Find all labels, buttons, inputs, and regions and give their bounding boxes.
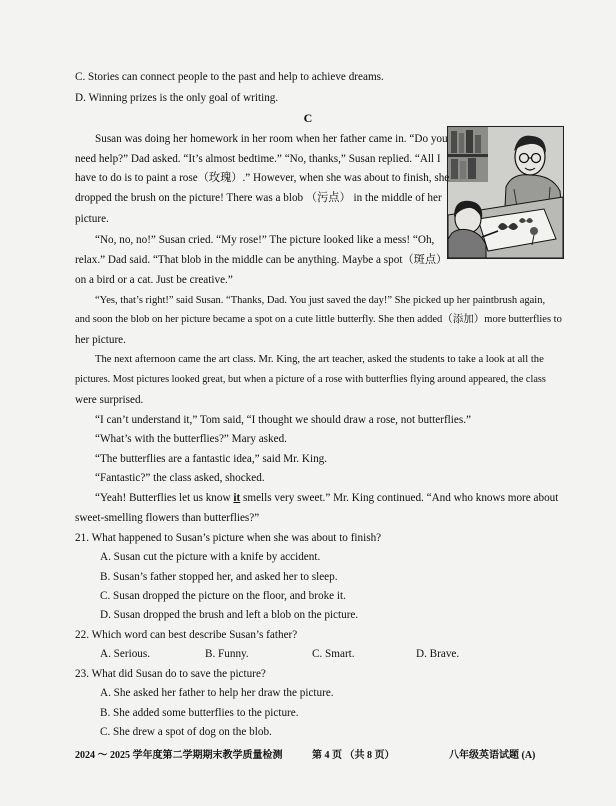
passage-p2-line3: on a bird or a cat. Just be creative.” (75, 274, 233, 286)
passage-p8: “Fantastic?” the class asked, shocked. (95, 472, 265, 484)
passage-p9-line1 (95, 491, 558, 505)
passage-p3-line1: “Yes, that’s right!” said Susan. “Thanks, Dad. You just saved the day!” She picked up her paintbrush again, (95, 295, 546, 306)
passage-p1-line2: need help?” Dad asked. “It’s almost bedtime.” “No, thanks,” Susan replied. “All I (75, 153, 441, 165)
illustration-father-daughter-painting (447, 126, 564, 259)
q22-option-d: D. Brave. (416, 648, 460, 660)
passage-p1-line5: picture. (75, 213, 109, 225)
passage-p1-line1: Susan was doing her homework in her room when her father came in. “Do you (95, 133, 448, 145)
footer-paper-name: 八年级英语试题 (A) (449, 750, 536, 761)
footer-page-number: 第 4 页 （共 8 页） (312, 750, 395, 761)
passage-p2-line1: “No, no, no!” Susan cried. “My rose!” The picture looked like a mess! “Oh, (95, 234, 435, 246)
passage-p4-line3: were surprised. (75, 394, 144, 406)
passage-p6: “What’s with the butterflies?” Mary asked. (95, 433, 287, 445)
q21-option-b: B. Susan’s father stopped her, and asked her to sleep. (100, 571, 338, 583)
passage-p9-line2: sweet-smelling flowers than butterflies?” (75, 512, 260, 524)
passage-p1-line3: have to do is to paint a rose（玫瑰）.” However, when she was about to finish, she (75, 172, 450, 184)
section-title: C (303, 111, 313, 125)
q23-option-a: A. She asked her father to help her draw the picture. (100, 687, 334, 699)
q21-option-d: D. Susan dropped the brush and left a blob on the picture. (100, 609, 359, 621)
q22-option-a: A. Serious. (100, 648, 151, 660)
illustration-drawing (448, 127, 563, 258)
q22-stem: 22. Which word can best describe Susan’s father? (75, 629, 298, 641)
q22-option-b: B. Funny. (205, 648, 249, 660)
underlined-word-it: it (233, 492, 241, 504)
q21-option-c: C. Susan dropped the picture on the floor, and broke it. (100, 590, 346, 602)
passage-p9-part-b: smells very sweet.” Mr. King continued. “And who knows more about (240, 492, 559, 504)
prev-option-c: C. Stories can connect people to the past and help to achieve dreams. (75, 71, 384, 83)
passage-p5: “I can’t understand it,” Tom said, “I thought we should draw a rose, not butterflies.” (95, 414, 471, 426)
q23-option-b: B. She added some butterflies to the picture. (100, 707, 299, 719)
passage-p1-line4: dropped the brush on the picture! There was a blob （污点） in the middle of her (75, 192, 442, 204)
q21-stem: 21. What happened to Susan’s picture when she was about to finish? (75, 532, 382, 544)
passage-p3-line2: and soon the blob on her picture became a spot on a cute little butterfly. She then added（添加）more butterflies to (75, 314, 562, 325)
q23-option-c: C. She drew a spot of dog on the blob. (100, 726, 272, 738)
passage-p4-line2: pictures. Most pictures looked great, but when a picture of a rose with butterflies flying around appeared, the class (75, 374, 546, 385)
prev-option-d: D. Winning prizes is the only goal of writing. (75, 92, 279, 104)
passage-p9-part-a: “Yeah! Butterflies let us know (95, 492, 234, 504)
footer-exam-title: 2024 ～ 2025 学年度第二学期期末教学质量检测 (75, 750, 283, 761)
passage-p2-line2: relax.” Dad said. “That blob in the middle can be anything. Maybe a spot（斑点） (75, 254, 448, 266)
q21-option-a: A. Susan cut the picture with a knife by accident. (100, 551, 321, 563)
passage-p4-line1: The next afternoon came the art class. Mr. King, the art teacher, asked the students to take a look at all the (95, 354, 544, 365)
passage-p3-line3: her picture. (75, 334, 126, 346)
passage-p7: “The butterflies are a fantastic idea,” said Mr. King. (95, 453, 328, 465)
q23-stem: 23. What did Susan do to save the picture? (75, 668, 266, 680)
q22-option-c: C. Smart. (312, 648, 355, 660)
